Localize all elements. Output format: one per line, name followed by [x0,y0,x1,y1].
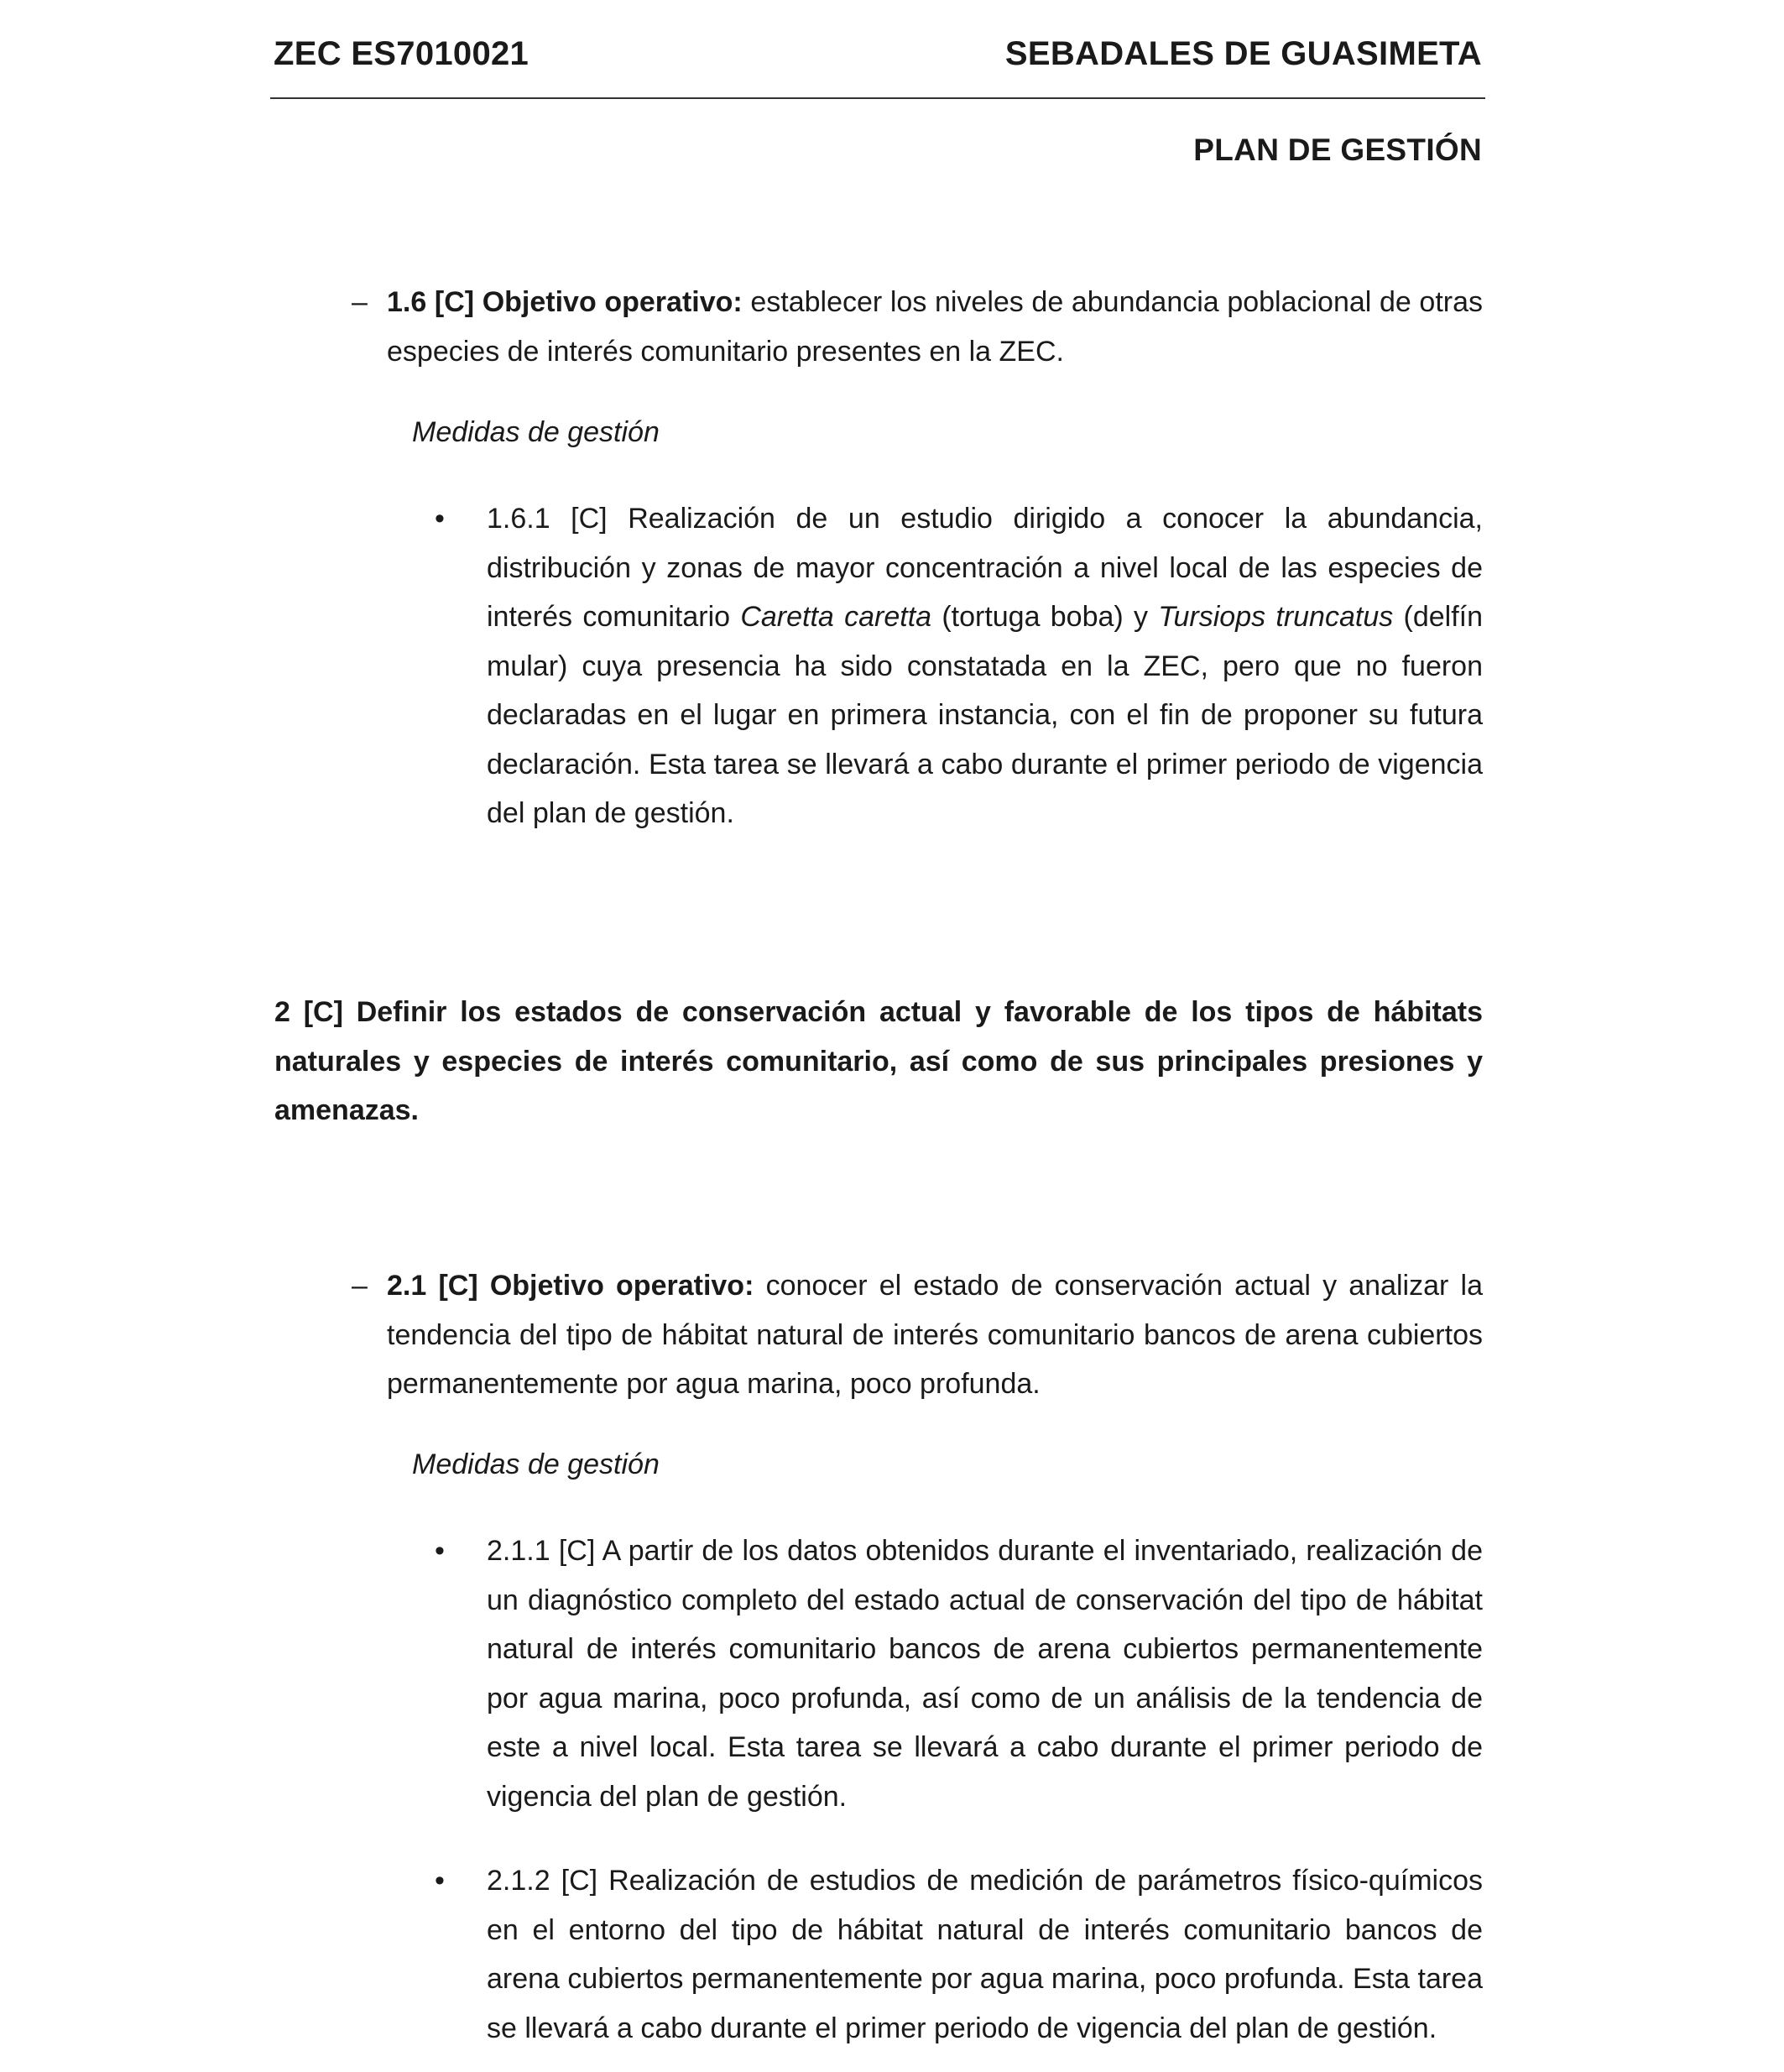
objective-text: establecer los niveles de abundancia poblacional de otras especies de interés comunitario presentes en la ZEC. [387,286,1484,368]
dash-marker: – [352,1270,368,1302]
dash-marker: – [352,286,368,318]
measure-2-1-2 [435,1856,1483,2053]
measure-text: 2.1.2 [C] Realización de estudios de medición de parámetros físico-químicos en el entorno del tipo de hábitat natural de interés comunitario bancos de arena cubiertos permanentemente por agua marina, poco profunda. Esta tarea se llevará a cabo durante el primer periodo de vigencia del plan de gestión. [487,1865,1483,2044]
measure-1-6-1 [435,494,1483,838]
measure-text: (delfín mular) cuya presencia ha sido constatada en la ZEC, pero que no fueron declaradas en el lugar en primera instancia, con el fin de proponer su futura declaración. Esta tarea se llevará a cabo durante el primer periodo de vigencia del plan de gestión. [487,601,1483,829]
document-subtitle: PLAN DE GESTIÓN [1193,133,1482,167]
site-name: SEBADALES DE GUASIMETA [1004,35,1482,72]
measure-text: 2.1.1 [C] A partir de los datos obtenidos durante el inventariado, realización de un diagnóstico completo del estado actual de conservación del tipo de hábitat natural de interés comunitario bancos de arena cubiertos permanentemente por agua marina, poco profunda, así como de un análisis de la tendencia de este a nivel local. Esta tarea se llevará a cabo durante el primer periodo de vigencia del plan de gestión. [487,1535,1483,1813]
medidas-label: Medidas de gestión [412,1448,660,1480]
bullet-marker: • [435,1535,445,1567]
objective-text: conocer el estado de conservación actual y analizar la tendencia del tipo de hábitat natural de interés comunitario bancos de arena cubiertos permanentemente por agua marina, poco profunda. [387,1270,1483,1400]
objective-label: 2.1 [C] Objetivo operativo: [387,1270,754,1302]
page-header [270,30,1485,99]
species-name: Tursiops truncatus [1158,601,1394,633]
medidas-label: Medidas de gestión [412,416,660,448]
section-heading-2: 2 [C] Definir los estados de conservación actual y favorable de los tipos de hábitats naturales y especies de interés comunitario, así como de sus principales presiones y amenazas. [274,996,1483,1126]
measure-text: 1.6.1 [C] Realización de un estudio dirigido a conocer la abundancia, distribución y zonas de mayor concentración a nivel local de las especies de interés comunitario [487,503,1483,633]
measure-2-1-1 [435,1527,1483,1821]
bullet-marker: • [435,1865,445,1897]
objective-2-1 [352,1261,1483,1409]
bullet-marker: • [435,503,445,535]
species-name: Caretta caretta [740,601,932,633]
measure-text: (tortuga boba) y [931,601,1159,633]
site-code: ZEC ES7010021 [274,35,529,72]
objective-1-6 [352,278,1484,376]
objective-label: 1.6 [C] Objetivo operativo: [387,286,743,318]
